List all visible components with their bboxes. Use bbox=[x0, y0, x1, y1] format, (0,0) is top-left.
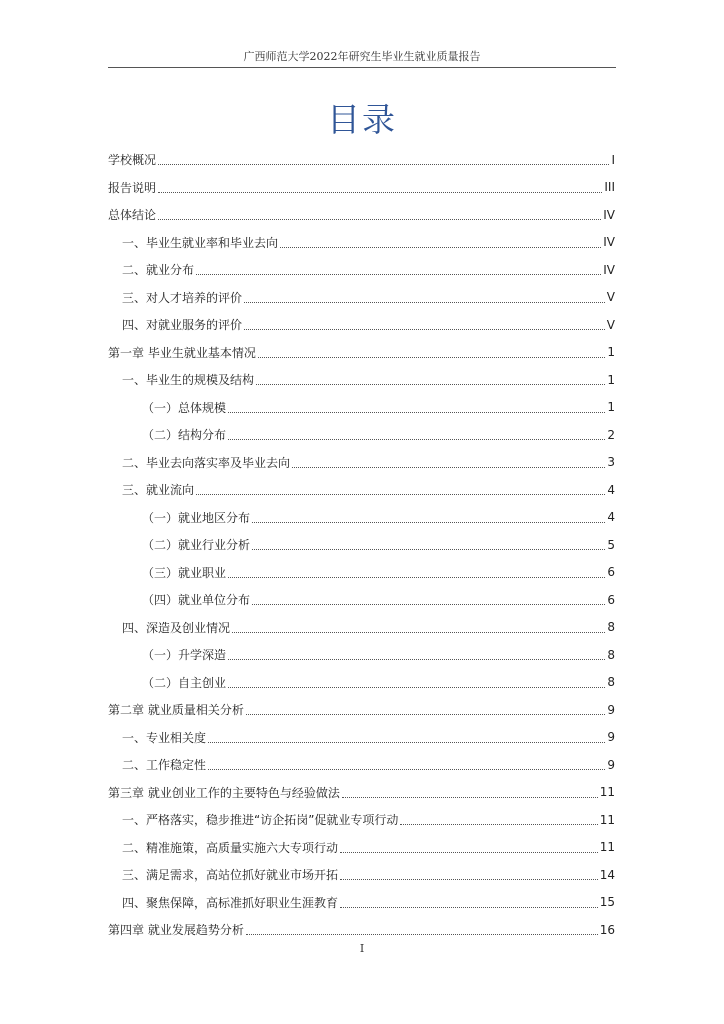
toc-leader-dots bbox=[246, 924, 598, 935]
toc-entry-label: 三、就业流向 bbox=[122, 483, 195, 498]
toc-leader-dots bbox=[208, 759, 605, 770]
toc-entry-page: 8 bbox=[607, 647, 615, 662]
toc-entry[interactable] bbox=[108, 806, 615, 834]
toc-entry-page: IV bbox=[603, 262, 615, 277]
toc-entry-page: III bbox=[604, 180, 615, 195]
toc-entry[interactable] bbox=[108, 339, 615, 367]
toc-leader-dots bbox=[228, 429, 605, 440]
toc-entry-label: 三、对人才培养的评价 bbox=[122, 290, 243, 305]
toc-entry[interactable] bbox=[108, 476, 615, 504]
toc-entry[interactable] bbox=[108, 669, 615, 697]
toc-entry-label: 第一章 毕业生就业基本情况 bbox=[108, 345, 256, 360]
toc-entry-label: 一、毕业生的规模及结构 bbox=[122, 373, 255, 388]
table-of-contents bbox=[108, 146, 615, 944]
toc-entry-label: 一、专业相关度 bbox=[122, 730, 207, 745]
toc-entry[interactable] bbox=[108, 861, 615, 889]
toc-entry-label: （一）就业地区分布 bbox=[142, 510, 251, 525]
toc-title: 目录 bbox=[327, 100, 397, 139]
toc-leader-dots bbox=[228, 567, 605, 578]
toc-entry-page: 14 bbox=[599, 867, 615, 882]
toc-entry-page: 6 bbox=[607, 592, 615, 607]
toc-leader-dots bbox=[228, 402, 605, 413]
toc-entry[interactable] bbox=[108, 724, 615, 752]
toc-entry[interactable] bbox=[108, 586, 615, 614]
toc-entry[interactable] bbox=[108, 256, 615, 284]
toc-leader-dots bbox=[340, 869, 598, 880]
toc-leader-dots bbox=[258, 347, 606, 358]
toc-entry-page: 3 bbox=[607, 455, 615, 470]
toc-leader-dots bbox=[244, 292, 605, 303]
toc-entry-label: 学校概况 bbox=[108, 153, 157, 168]
header-rule bbox=[108, 67, 616, 68]
toc-leader-dots bbox=[252, 512, 605, 523]
toc-leader-dots bbox=[196, 264, 601, 275]
toc-leader-dots bbox=[400, 814, 597, 825]
toc-entry-label: 第四章 就业发展趋势分析 bbox=[108, 923, 244, 938]
toc-entry[interactable] bbox=[108, 394, 615, 422]
toc-entry-page: 6 bbox=[607, 565, 615, 580]
toc-entry-label: （三）就业职业 bbox=[142, 565, 227, 580]
toc-entry-label: 四、聚焦保障，高标准抓好职业生涯教育 bbox=[122, 895, 339, 910]
toc-entry-page: 1 bbox=[607, 345, 615, 360]
toc-entry-label: 总体结论 bbox=[108, 208, 157, 223]
toc-entry-label: 二、就业分布 bbox=[122, 263, 195, 278]
toc-entry-page: 8 bbox=[607, 675, 615, 690]
toc-entry[interactable] bbox=[108, 751, 615, 779]
page-header: 广西师范大学2022年研究生毕业生就业质量报告 bbox=[243, 50, 481, 63]
toc-entry-page: 4 bbox=[607, 482, 615, 497]
toc-entry-label: （一）升学深造 bbox=[142, 648, 227, 663]
toc-entry[interactable] bbox=[108, 889, 615, 917]
toc-leader-dots bbox=[340, 842, 598, 853]
toc-entry-page: 11 bbox=[599, 812, 615, 827]
toc-entry[interactable] bbox=[108, 504, 615, 532]
toc-entry[interactable] bbox=[108, 641, 615, 669]
toc-leader-dots bbox=[342, 787, 598, 798]
toc-entry-page: 9 bbox=[607, 757, 615, 772]
toc-entry-page: 1 bbox=[607, 400, 615, 415]
toc-entry-label: （一）总体规模 bbox=[142, 400, 227, 415]
toc-leader-dots bbox=[158, 209, 601, 220]
toc-entry-page: V bbox=[606, 317, 615, 332]
page-number: I bbox=[359, 942, 365, 955]
toc-entry-label: 二、毕业去向落实率及毕业去向 bbox=[122, 455, 291, 470]
toc-entry[interactable] bbox=[108, 146, 615, 174]
toc-entry[interactable] bbox=[108, 229, 615, 257]
toc-entry-label: 四、深造及创业情况 bbox=[122, 620, 231, 635]
toc-entry-page: 8 bbox=[607, 620, 615, 635]
toc-entry-page: IV bbox=[603, 207, 615, 222]
toc-leader-dots bbox=[158, 154, 609, 165]
toc-entry[interactable] bbox=[108, 174, 615, 202]
toc-entry[interactable] bbox=[108, 421, 615, 449]
toc-entry[interactable] bbox=[108, 201, 615, 229]
toc-entry-page: 11 bbox=[599, 840, 615, 855]
toc-leader-dots bbox=[208, 732, 605, 743]
toc-leader-dots bbox=[244, 319, 605, 330]
toc-entry-page: I bbox=[611, 152, 615, 167]
toc-entry-label: （二）自主创业 bbox=[142, 675, 227, 690]
toc-entry-page: 5 bbox=[607, 537, 615, 552]
toc-entry[interactable] bbox=[108, 531, 615, 559]
toc-entry-label: 二、精准施策，高质量实施六大专项行动 bbox=[122, 840, 339, 855]
toc-entry-label: 二、工作稳定性 bbox=[122, 758, 207, 773]
toc-entry[interactable] bbox=[108, 614, 615, 642]
toc-entry-page: 2 bbox=[607, 427, 615, 442]
toc-leader-dots bbox=[232, 622, 605, 633]
toc-entry[interactable] bbox=[108, 284, 615, 312]
toc-entry-label: 一、毕业生就业率和毕业去向 bbox=[122, 235, 279, 250]
toc-entry[interactable] bbox=[108, 916, 615, 944]
toc-entry[interactable] bbox=[108, 559, 615, 587]
toc-leader-dots bbox=[196, 484, 605, 495]
toc-entry-label: 一、严格落实，稳步推进“访企拓岗”促就业专项行动 bbox=[122, 813, 399, 828]
toc-leader-dots bbox=[252, 594, 605, 605]
toc-leader-dots bbox=[246, 704, 606, 715]
toc-entry-label: 第二章 就业质量相关分析 bbox=[108, 703, 244, 718]
toc-entry-label: 第三章 就业创业工作的主要特色与经验做法 bbox=[108, 785, 340, 800]
toc-entry-page: 11 bbox=[599, 785, 615, 800]
toc-entry[interactable] bbox=[108, 696, 615, 724]
toc-entry-label: （二）结构分布 bbox=[142, 428, 227, 443]
toc-entry-page: 9 bbox=[607, 730, 615, 745]
toc-leader-dots bbox=[292, 457, 605, 468]
toc-entry-label: 报告说明 bbox=[108, 180, 157, 195]
toc-entry-page: 15 bbox=[599, 895, 615, 910]
toc-entry-label: （二）就业行业分析 bbox=[142, 538, 251, 553]
toc-leader-dots bbox=[228, 649, 605, 660]
toc-leader-dots bbox=[228, 677, 605, 688]
toc-entry-label: （四）就业单位分布 bbox=[142, 593, 251, 608]
toc-entry-label: 四、对就业服务的评价 bbox=[122, 318, 243, 333]
toc-entry[interactable] bbox=[108, 779, 615, 807]
toc-entry[interactable] bbox=[108, 449, 615, 477]
toc-entry-label: 三、满足需求，高站位抓好就业市场开拓 bbox=[122, 868, 339, 883]
toc-entry-page: 9 bbox=[607, 702, 615, 717]
toc-leader-dots bbox=[252, 539, 605, 550]
toc-leader-dots bbox=[340, 897, 598, 908]
toc-leader-dots bbox=[256, 374, 605, 385]
toc-leader-dots bbox=[158, 182, 602, 193]
toc-entry-page: 1 bbox=[607, 372, 615, 387]
toc-entry[interactable] bbox=[108, 311, 615, 339]
toc-entry-page: 16 bbox=[599, 922, 615, 937]
toc-entry[interactable] bbox=[108, 366, 615, 394]
toc-entry[interactable] bbox=[108, 834, 615, 862]
toc-entry-page: IV bbox=[603, 235, 615, 250]
toc-entry-page: V bbox=[606, 290, 615, 305]
toc-leader-dots bbox=[280, 237, 601, 248]
toc-entry-page: 4 bbox=[607, 510, 615, 525]
